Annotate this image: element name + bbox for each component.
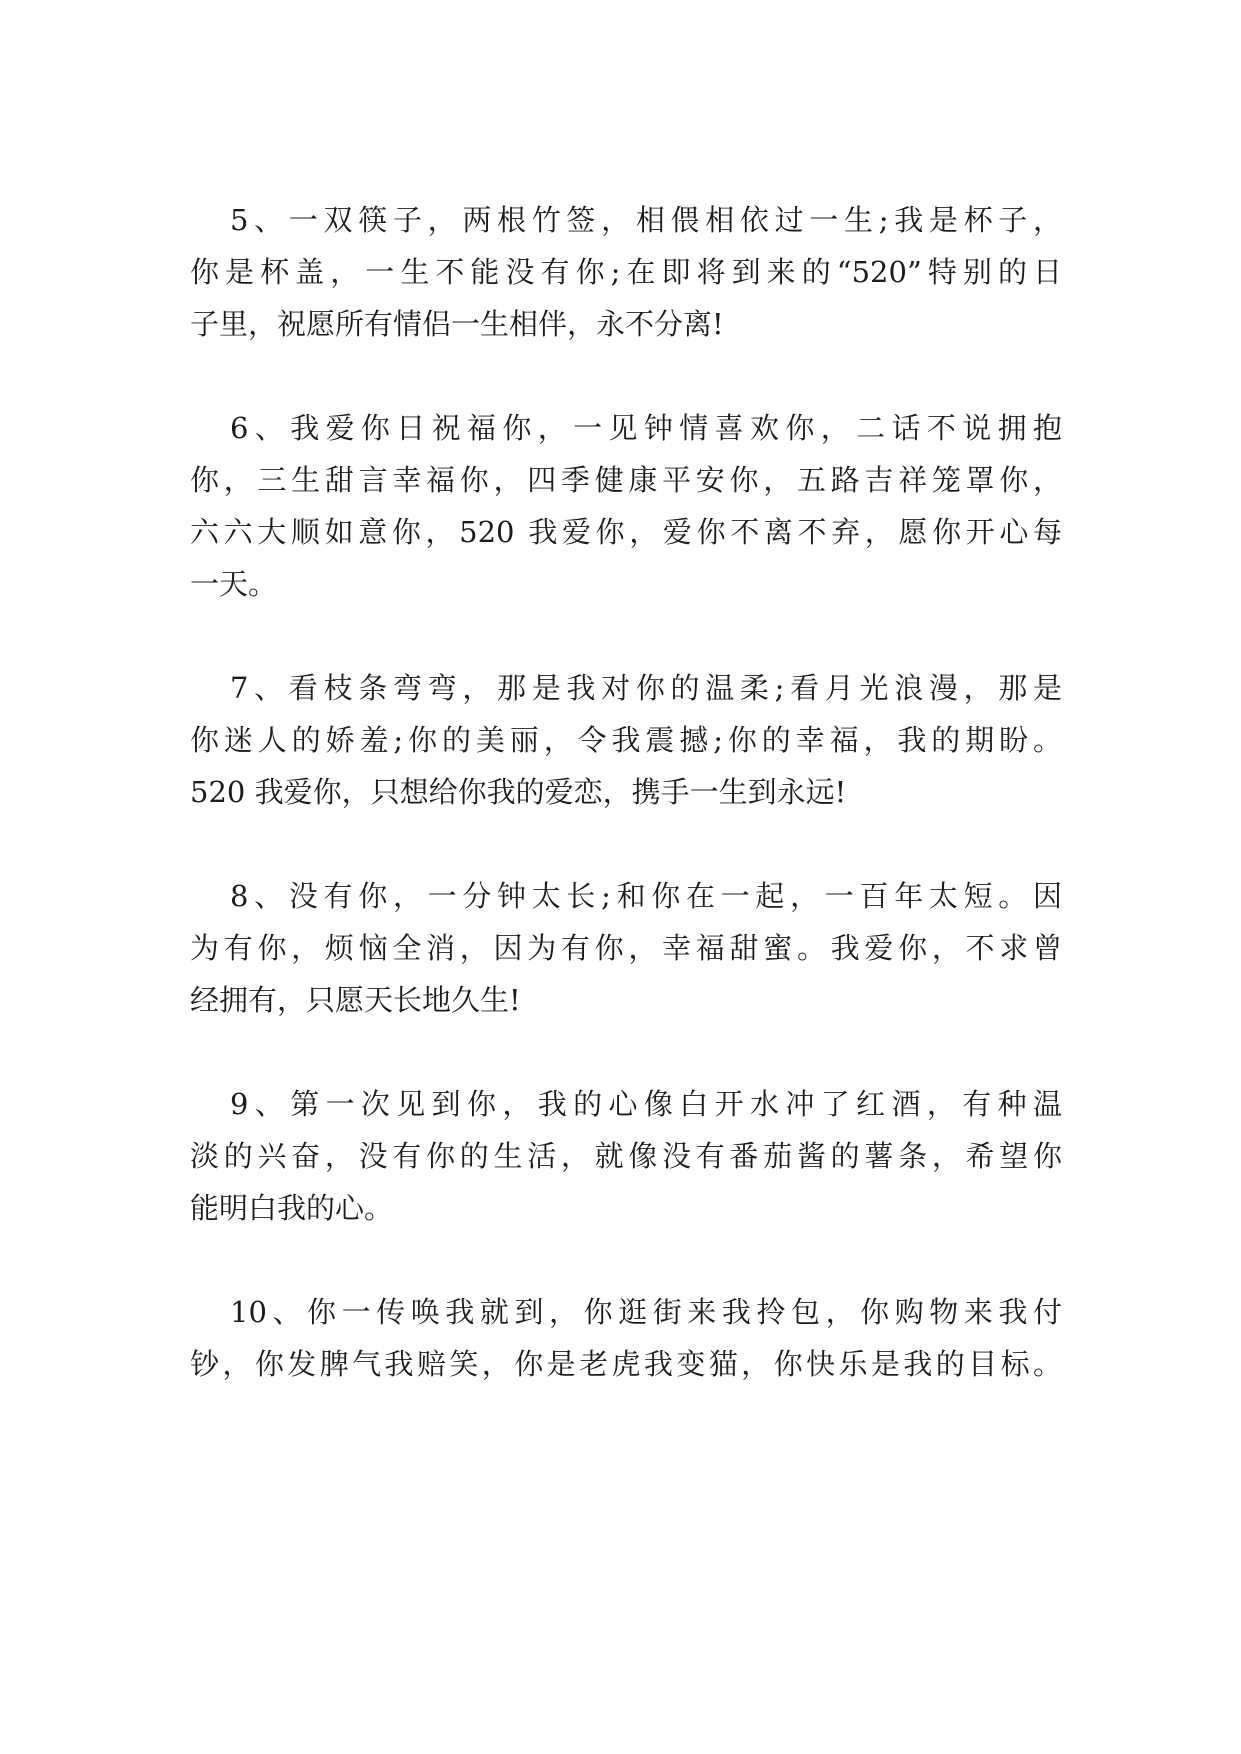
- paragraph-line: 子里，祝愿所有情侣一生相伴，永不分离!: [190, 307, 724, 341]
- paragraph-line: 520 我爱你，只想给你我的爱恋，携手一生到永远!: [190, 775, 847, 809]
- paragraph-line: 6、我爱你日祝福你，一见钟情喜欢你，二话不说拥抱: [230, 411, 1062, 445]
- paragraph-10: [190, 1286, 1062, 1390]
- paragraph-line: 一天。: [190, 567, 278, 601]
- document-body: [190, 194, 1062, 1442]
- paragraph-6: [190, 402, 1062, 610]
- paragraph-line: 能明白我的心。: [190, 1191, 394, 1225]
- paragraph-9: [190, 1078, 1062, 1234]
- paragraph-line: 10、你一传唤我就到，你逛街来我拎包，你购物来我付: [230, 1295, 1062, 1329]
- paragraph-line: 淡的兴奋，没有你的生活，就像没有番茄酱的薯条，希望你: [190, 1139, 1062, 1173]
- paragraph-5: [190, 194, 1062, 350]
- paragraph-line: 你迷人的娇羞;你的美丽，令我震撼;你的幸福，我的期盼。: [190, 723, 1062, 757]
- paragraph-line: 5、一双筷子，两根竹签，相偎相依过一生;我是杯子，: [230, 203, 1062, 237]
- paragraph-line: 8、没有你，一分钟太长;和你在一起，一百年太短。因: [230, 879, 1062, 913]
- paragraph-line: 你，三生甜言幸福你，四季健康平安你，五路吉祥笼罩你，: [190, 463, 1062, 497]
- paragraph-line: 经拥有，只愿天长地久生!: [190, 983, 521, 1017]
- paragraph-line: 钞，你发脾气我赔笑，你是老虎我变猫，你快乐是我的目标。: [190, 1347, 1062, 1381]
- paragraph-7: [190, 662, 1062, 818]
- paragraph-8: [190, 870, 1062, 1026]
- paragraph-line: 六六大顺如意你，520 我爱你，爱你不离不弃，愿你开心每: [190, 515, 1062, 549]
- paragraph-line: 9、第一次见到你，我的心像白开水冲了红酒，有种温: [230, 1087, 1062, 1121]
- paragraph-line: 为有你，烦恼全消，因为有你，幸福甜蜜。我爱你，不求曾: [190, 931, 1062, 965]
- paragraph-line: 你是杯盖，一生不能没有你;在即将到来的“520”特别的日: [190, 255, 1062, 289]
- paragraph-line: 7、看枝条弯弯，那是我对你的温柔;看月光浪漫，那是: [230, 671, 1062, 705]
